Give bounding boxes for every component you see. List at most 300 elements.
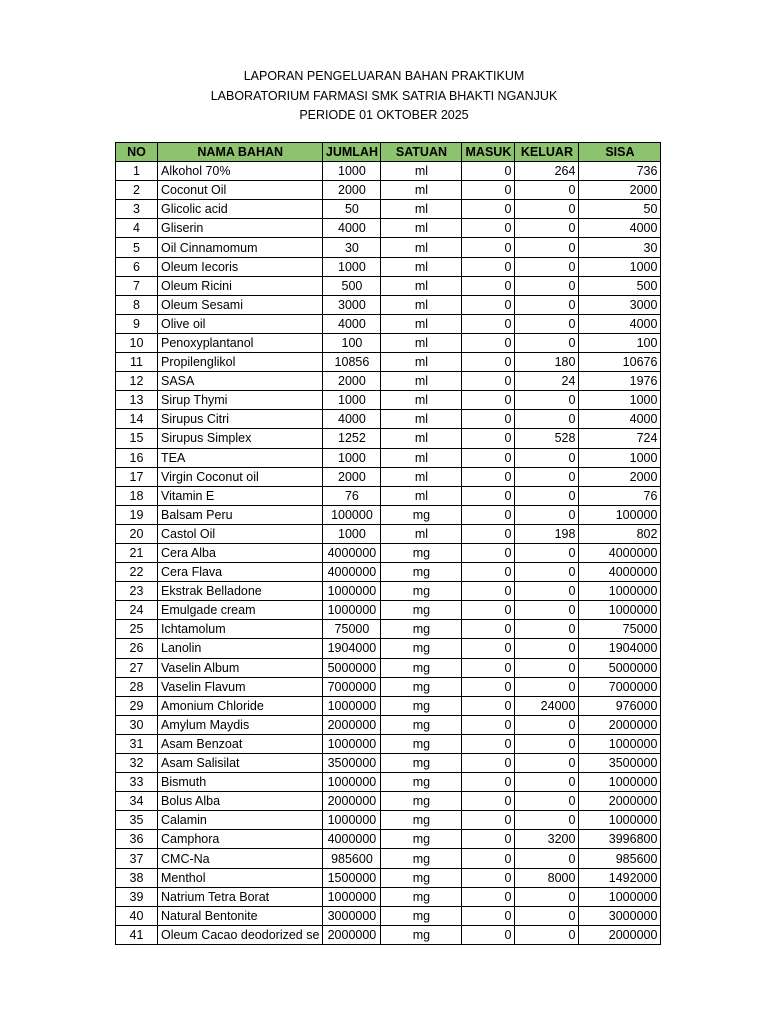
cell-jumlah: 76 [323,486,381,505]
cell-jumlah: 5000000 [323,658,381,677]
cell-nama-bahan: Gliserin [158,219,323,238]
cell-jumlah: 1000 [323,257,381,276]
cell-no: 4 [116,219,158,238]
cell-keluar: 0 [515,505,579,524]
report-period: PERIODE 01 OKTOBER 2025 [299,108,469,122]
report-header [0,67,768,126]
table-row [116,333,661,352]
cell-nama-bahan: Ichtamolum [158,620,323,639]
cell-keluar: 0 [515,792,579,811]
table-row [116,524,661,543]
cell-sisa: 1976 [579,372,661,391]
cell-satuan: ml [381,353,462,372]
cell-jumlah: 4000000 [323,563,381,582]
cell-nama-bahan: Asam Salisilat [158,754,323,773]
cell-masuk: 0 [462,448,515,467]
cell-jumlah: 1000000 [323,773,381,792]
cell-satuan: ml [381,181,462,200]
cell-no: 22 [116,563,158,582]
cell-masuk: 0 [462,868,515,887]
cell-satuan: ml [381,524,462,543]
cell-no: 32 [116,754,158,773]
table-row [116,696,661,715]
cell-sisa: 76 [579,486,661,505]
cell-jumlah: 1000000 [323,811,381,830]
table-row [116,295,661,314]
cell-nama-bahan: Oleum Sesami [158,295,323,314]
table-row [116,639,661,658]
cell-sisa: 100 [579,333,661,352]
cell-masuk: 0 [462,333,515,352]
cell-nama-bahan: SASA [158,372,323,391]
cell-jumlah: 1000000 [323,887,381,906]
cell-satuan: ml [381,314,462,333]
table-row [116,887,661,906]
cell-masuk: 0 [462,505,515,524]
cell-keluar: 0 [515,295,579,314]
cell-sisa: 2000 [579,467,661,486]
table-row [116,200,661,219]
column-header-masuk: MASUK [462,143,515,162]
cell-jumlah: 985600 [323,849,381,868]
cell-no: 1 [116,162,158,181]
cell-sisa: 4000 [579,410,661,429]
cell-masuk: 0 [462,734,515,753]
cell-no: 18 [116,486,158,505]
cell-jumlah: 2000 [323,467,381,486]
cell-no: 34 [116,792,158,811]
cell-keluar: 0 [515,887,579,906]
cell-sisa: 2000000 [579,715,661,734]
cell-masuk: 0 [462,181,515,200]
cell-keluar: 8000 [515,868,579,887]
cell-no: 19 [116,505,158,524]
cell-satuan: mg [381,830,462,849]
cell-nama-bahan: Emulgade cream [158,601,323,620]
cell-nama-bahan: Sirupus Citri [158,410,323,429]
cell-keluar: 24 [515,372,579,391]
cell-sisa: 736 [579,162,661,181]
cell-jumlah: 1000 [323,524,381,543]
cell-keluar: 264 [515,162,579,181]
cell-masuk: 0 [462,696,515,715]
table-row [116,658,661,677]
cell-satuan: mg [381,849,462,868]
cell-sisa: 75000 [579,620,661,639]
cell-no: 23 [116,582,158,601]
cell-nama-bahan: Asam Benzoat [158,734,323,753]
cell-nama-bahan: Amylum Maydis [158,715,323,734]
cell-satuan: mg [381,505,462,524]
cell-sisa: 1000000 [579,773,661,792]
cell-no: 17 [116,467,158,486]
cell-satuan: ml [381,486,462,505]
table-row [116,276,661,295]
cell-nama-bahan: Menthol [158,868,323,887]
cell-masuk: 0 [462,601,515,620]
cell-no: 41 [116,925,158,944]
cell-no: 10 [116,333,158,352]
cell-sisa: 4000000 [579,543,661,562]
cell-no: 6 [116,257,158,276]
cell-keluar: 0 [515,601,579,620]
cell-jumlah: 10856 [323,353,381,372]
cell-keluar: 0 [515,658,579,677]
table-row [116,620,661,639]
cell-jumlah: 3000 [323,295,381,314]
cell-sisa: 802 [579,524,661,543]
cell-nama-bahan: Natural Bentonite [158,906,323,925]
table-row [116,543,661,562]
cell-no: 2 [116,181,158,200]
cell-no: 16 [116,448,158,467]
table-row [116,257,661,276]
cell-sisa: 1000000 [579,887,661,906]
cell-jumlah: 1252 [323,429,381,448]
cell-no: 28 [116,677,158,696]
cell-satuan: mg [381,620,462,639]
cell-no: 8 [116,295,158,314]
cell-keluar: 0 [515,811,579,830]
cell-masuk: 0 [462,811,515,830]
cell-masuk: 0 [462,754,515,773]
cell-nama-bahan: Ekstrak Belladone [158,582,323,601]
table-row [116,486,661,505]
cell-masuk: 0 [462,543,515,562]
cell-masuk: 0 [462,773,515,792]
cell-keluar: 0 [515,620,579,639]
cell-jumlah: 30 [323,238,381,257]
cell-no: 25 [116,620,158,639]
cell-masuk: 0 [462,486,515,505]
table-row [116,925,661,944]
table-row [116,715,661,734]
cell-jumlah: 3500000 [323,754,381,773]
cell-satuan: mg [381,715,462,734]
cell-masuk: 0 [462,162,515,181]
cell-masuk: 0 [462,219,515,238]
cell-masuk: 0 [462,658,515,677]
cell-keluar: 0 [515,333,579,352]
cell-nama-bahan: Oleum Cacao deodorized se [158,925,323,944]
cell-jumlah: 75000 [323,620,381,639]
cell-masuk: 0 [462,830,515,849]
table-row [116,505,661,524]
cell-keluar: 0 [515,448,579,467]
cell-sisa: 5000000 [579,658,661,677]
cell-jumlah: 4000000 [323,543,381,562]
table-row [116,773,661,792]
cell-masuk: 0 [462,524,515,543]
cell-keluar: 0 [515,410,579,429]
cell-jumlah: 2000000 [323,715,381,734]
cell-masuk: 0 [462,372,515,391]
cell-keluar: 180 [515,353,579,372]
cell-nama-bahan: Virgin Coconut oil [158,467,323,486]
cell-satuan: mg [381,601,462,620]
cell-sisa: 3000000 [579,906,661,925]
cell-masuk: 0 [462,639,515,658]
cell-masuk: 0 [462,677,515,696]
table-row [116,849,661,868]
cell-nama-bahan: Sirupus Simplex [158,429,323,448]
cell-keluar: 3200 [515,830,579,849]
cell-sisa: 1904000 [579,639,661,658]
table-row [116,162,661,181]
table-row [116,448,661,467]
cell-satuan: ml [381,219,462,238]
cell-keluar: 0 [515,563,579,582]
cell-satuan: ml [381,200,462,219]
cell-nama-bahan: Oil Cinnamomum [158,238,323,257]
column-header-sisa: SISA [579,143,661,162]
cell-keluar: 24000 [515,696,579,715]
table-row [116,582,661,601]
cell-jumlah: 4000 [323,219,381,238]
cell-jumlah: 1000 [323,162,381,181]
cell-jumlah: 2000000 [323,925,381,944]
column-header-jumlah: JUMLAH [323,143,381,162]
cell-nama-bahan: Cera Flava [158,563,323,582]
column-header-keluar: KELUAR [515,143,579,162]
cell-nama-bahan: Lanolin [158,639,323,658]
cell-jumlah: 4000 [323,314,381,333]
cell-satuan: mg [381,734,462,753]
cell-nama-bahan: Balsam Peru [158,505,323,524]
cell-sisa: 1000000 [579,582,661,601]
cell-masuk: 0 [462,906,515,925]
cell-jumlah: 1000000 [323,582,381,601]
cell-satuan: ml [381,333,462,352]
cell-satuan: mg [381,925,462,944]
cell-sisa: 4000 [579,219,661,238]
cell-nama-bahan: Cera Alba [158,543,323,562]
column-header-satuan: SATUAN [381,143,462,162]
cell-keluar: 0 [515,639,579,658]
cell-keluar: 0 [515,754,579,773]
cell-keluar: 0 [515,467,579,486]
cell-keluar: 0 [515,849,579,868]
cell-nama-bahan: Sirup Thymi [158,391,323,410]
cell-satuan: mg [381,868,462,887]
table-row [116,734,661,753]
cell-masuk: 0 [462,353,515,372]
table-row [116,906,661,925]
cell-jumlah: 1000000 [323,734,381,753]
cell-satuan: mg [381,582,462,601]
table-body [116,162,661,945]
cell-no: 11 [116,353,158,372]
cell-sisa: 4000 [579,314,661,333]
cell-keluar: 0 [515,200,579,219]
cell-keluar: 0 [515,238,579,257]
table-row [116,314,661,333]
cell-keluar: 0 [515,677,579,696]
cell-masuk: 0 [462,410,515,429]
cell-satuan: mg [381,696,462,715]
table-row [116,868,661,887]
table-row [116,467,661,486]
cell-masuk: 0 [462,429,515,448]
cell-masuk: 0 [462,276,515,295]
cell-nama-bahan: Bolus Alba [158,792,323,811]
cell-sisa: 1000000 [579,734,661,753]
cell-satuan: ml [381,162,462,181]
cell-nama-bahan: Vaselin Album [158,658,323,677]
cell-sisa: 1000 [579,257,661,276]
cell-masuk: 0 [462,792,515,811]
cell-jumlah: 1000 [323,448,381,467]
cell-satuan: ml [381,448,462,467]
cell-masuk: 0 [462,582,515,601]
cell-keluar: 0 [515,715,579,734]
cell-keluar: 0 [515,219,579,238]
cell-no: 14 [116,410,158,429]
cell-jumlah: 4000 [323,410,381,429]
cell-keluar: 198 [515,524,579,543]
cell-nama-bahan: Camphora [158,830,323,849]
cell-satuan: ml [381,391,462,410]
cell-nama-bahan: Alkohol 70% [158,162,323,181]
report-title: LAPORAN PENGELUARAN BAHAN PRAKTIKUM [243,69,525,83]
cell-no: 30 [116,715,158,734]
cell-jumlah: 1500000 [323,868,381,887]
cell-jumlah: 7000000 [323,677,381,696]
table-row [116,429,661,448]
cell-masuk: 0 [462,620,515,639]
materials-table [115,142,661,945]
column-header-nama-bahan: NAMA BAHAN [158,143,323,162]
cell-sisa: 500 [579,276,661,295]
cell-nama-bahan: Propilenglikol [158,353,323,372]
cell-nama-bahan: TEA [158,448,323,467]
cell-sisa: 4000000 [579,563,661,582]
cell-nama-bahan: Bismuth [158,773,323,792]
cell-nama-bahan: Oleum Iecoris [158,257,323,276]
table-row [116,830,661,849]
table-row [116,792,661,811]
cell-no: 26 [116,639,158,658]
cell-sisa: 1000000 [579,601,661,620]
cell-no: 15 [116,429,158,448]
cell-masuk: 0 [462,925,515,944]
cell-jumlah: 3000000 [323,906,381,925]
cell-sisa: 2000 [579,181,661,200]
cell-keluar: 0 [515,582,579,601]
cell-satuan: mg [381,639,462,658]
cell-sisa: 3996800 [579,830,661,849]
cell-sisa: 724 [579,429,661,448]
cell-no: 21 [116,543,158,562]
cell-keluar: 0 [515,276,579,295]
cell-no: 31 [116,734,158,753]
cell-sisa: 1000 [579,448,661,467]
cell-no: 29 [116,696,158,715]
cell-masuk: 0 [462,200,515,219]
cell-jumlah: 1904000 [323,639,381,658]
cell-sisa: 2000000 [579,792,661,811]
cell-keluar: 0 [515,543,579,562]
cell-keluar: 0 [515,391,579,410]
table-row [116,754,661,773]
cell-no: 33 [116,773,158,792]
cell-masuk: 0 [462,715,515,734]
cell-satuan: mg [381,773,462,792]
table-row [116,563,661,582]
cell-satuan: ml [381,429,462,448]
cell-masuk: 0 [462,238,515,257]
cell-satuan: ml [381,238,462,257]
cell-no: 24 [116,601,158,620]
cell-nama-bahan: Calamin [158,811,323,830]
cell-satuan: ml [381,295,462,314]
cell-sisa: 3000 [579,295,661,314]
cell-no: 20 [116,524,158,543]
cell-sisa: 100000 [579,505,661,524]
cell-sisa: 50 [579,200,661,219]
table-row [116,219,661,238]
cell-jumlah: 1000 [323,391,381,410]
cell-masuk: 0 [462,257,515,276]
cell-sisa: 976000 [579,696,661,715]
cell-sisa: 7000000 [579,677,661,696]
table-row [116,811,661,830]
cell-satuan: mg [381,906,462,925]
cell-satuan: mg [381,563,462,582]
cell-jumlah: 1000000 [323,601,381,620]
cell-keluar: 0 [515,734,579,753]
cell-nama-bahan: CMC-Na [158,849,323,868]
table-row [116,677,661,696]
table-row [116,181,661,200]
cell-sisa: 10676 [579,353,661,372]
report-subtitle: LABORATORIUM FARMASI SMK SATRIA BHAKTI NGANJUK [210,88,558,103]
cell-jumlah: 100 [323,333,381,352]
cell-no: 5 [116,238,158,257]
cell-keluar: 0 [515,925,579,944]
cell-satuan: ml [381,276,462,295]
cell-keluar: 0 [515,314,579,333]
cell-sisa: 30 [579,238,661,257]
cell-nama-bahan: Oleum Ricini [158,276,323,295]
cell-nama-bahan: Vitamin E [158,486,323,505]
cell-keluar: 0 [515,906,579,925]
cell-satuan: mg [381,658,462,677]
cell-masuk: 0 [462,295,515,314]
cell-nama-bahan: Olive oil [158,314,323,333]
cell-keluar: 0 [515,773,579,792]
table-row [116,238,661,257]
cell-no: 27 [116,658,158,677]
cell-jumlah: 2000 [323,181,381,200]
table-row [116,391,661,410]
cell-sisa: 1000000 [579,811,661,830]
cell-masuk: 0 [462,849,515,868]
cell-satuan: ml [381,467,462,486]
cell-satuan: mg [381,543,462,562]
cell-nama-bahan: Glicolic acid [158,200,323,219]
cell-masuk: 0 [462,391,515,410]
cell-no: 40 [116,906,158,925]
cell-jumlah: 2000 [323,372,381,391]
cell-sisa: 2000000 [579,925,661,944]
table-row [116,353,661,372]
cell-jumlah: 1000000 [323,696,381,715]
cell-nama-bahan: Penoxyplantanol [158,333,323,352]
cell-satuan: mg [381,811,462,830]
cell-keluar: 528 [515,429,579,448]
cell-nama-bahan: Coconut Oil [158,181,323,200]
